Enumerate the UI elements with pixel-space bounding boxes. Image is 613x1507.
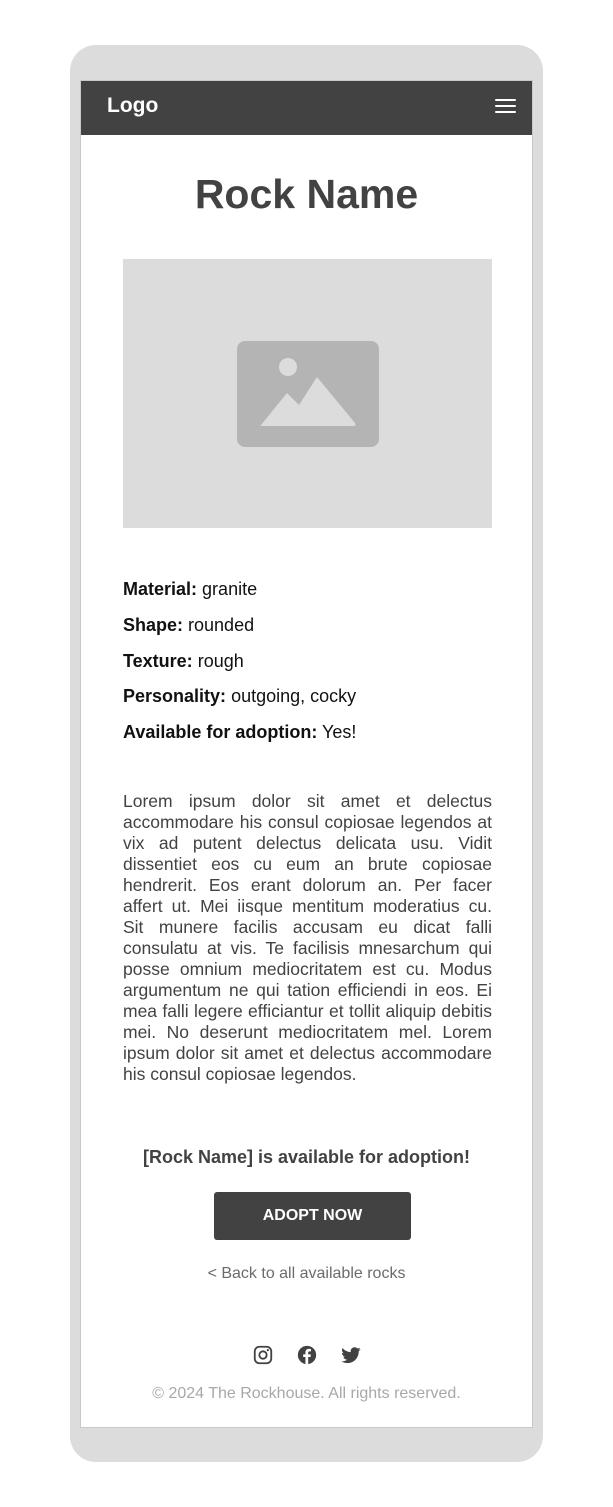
attribute-label: Personality: <box>123 686 227 707</box>
attribute-material <box>123 577 492 613</box>
attribute-label: Available for adoption: <box>123 722 318 742</box>
rock-image <box>123 259 492 528</box>
attribute-availability <box>123 720 492 756</box>
adopt-now-button[interactable]: ADOPT NOW <box>214 1192 411 1240</box>
twitter-icon[interactable] <box>340 1344 362 1366</box>
page-title: Rock Name <box>194 171 419 217</box>
app-screen <box>80 80 533 1428</box>
image-placeholder-icon <box>237 341 379 447</box>
attribute-texture <box>123 649 492 685</box>
instagram-icon[interactable] <box>252 1344 274 1366</box>
attribute-value: Yes! <box>322 722 357 742</box>
copyright-text: © 2024 The Rockhouse. All rights reserved. <box>152 1385 461 1402</box>
attribute-shape <box>123 613 492 649</box>
attribute-value: rough <box>197 650 244 671</box>
social-links <box>81 1344 532 1366</box>
rock-description: Lorem ipsum dolor sit amet et delectus accommodare his consul copiosae legendos at vix ad putent delectus delicata usu. Vidit dissentiet eos cu eum an brute copiosae hendrerit. Eos erant dolorum an. Per facer affert ut. Mei iisque mentitum moderatius cu. Sit munere facilis accusam eu dicat falli consulatu at vis. Te facilisis mnesarchum qui posse omnium mediocritatem est cu. Modus argumentum ne qui tation efficiendi in eos. Ei mea falli legere efficiantur et tollit aliquip debitis mei. No deserunt mediocritatem mel. Lorem ipsum dolor sit amet et delectus accommodare his consul copiosae legendos. <box>123 791 492 1084</box>
attribute-label: Material: <box>123 579 198 599</box>
hamburger-menu-icon[interactable] <box>495 98 516 116</box>
attribute-value: outgoing, cocky <box>231 686 357 707</box>
attribute-label: Texture: <box>123 650 193 671</box>
facebook-icon[interactable] <box>296 1344 318 1366</box>
attribute-value: rounded <box>188 614 255 635</box>
attribute-value: granite <box>202 579 258 599</box>
adopt-heading: [Rock Name] is available for adoption! <box>142 1147 471 1167</box>
back-to-rocks-link[interactable]: < Back to all available rocks <box>207 1265 406 1282</box>
attribute-personality <box>123 684 492 720</box>
attribute-label: Shape: <box>123 614 184 635</box>
logo[interactable]: Logo <box>107 94 159 117</box>
navbar <box>81 81 532 135</box>
rock-attributes <box>123 577 492 756</box>
